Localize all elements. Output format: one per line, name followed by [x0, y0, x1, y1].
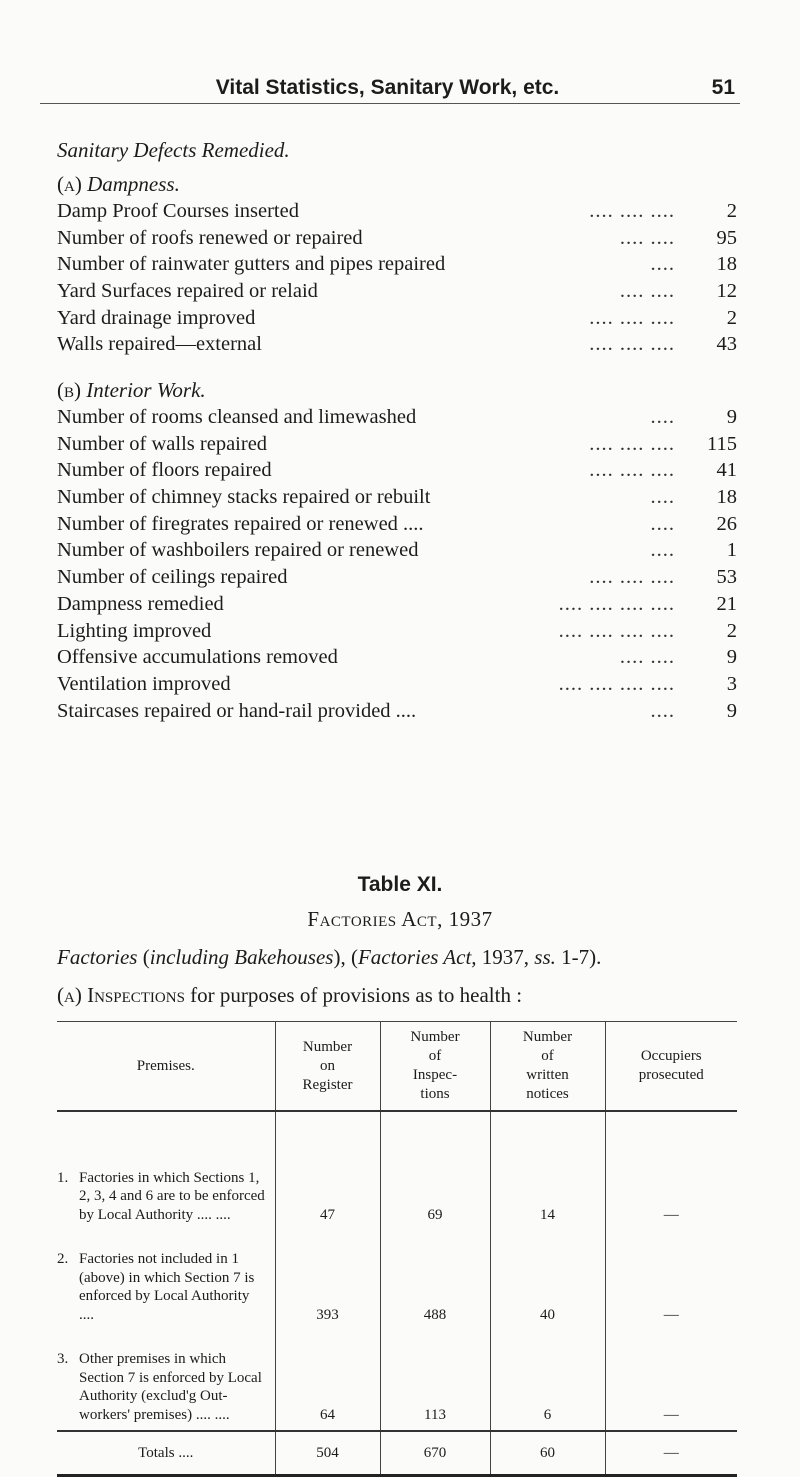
leader-dots: .... .... .... [589, 459, 675, 482]
header-line: prosecuted [638, 1067, 704, 1083]
item-label: Number of washboilers repaired or renewed [57, 539, 419, 562]
item-label: Number of chimney stacks repaired or rebuilt [57, 486, 431, 509]
item-value: 53 [716, 566, 737, 589]
list-item [57, 253, 737, 280]
list-item [57, 673, 737, 700]
item-value: 18 [716, 486, 737, 509]
item-value: 21 [716, 592, 737, 615]
leader-dots: .... .... [619, 280, 675, 303]
item-label: Number of ceilings repaired [57, 566, 288, 589]
leader-dots: .... .... .... [589, 200, 675, 222]
header-premises: Premises. [136, 1057, 195, 1074]
table-header-row [57, 1022, 737, 1112]
interior-heading [57, 378, 206, 403]
item-value: 1 [726, 539, 737, 562]
list-item [57, 227, 737, 254]
list-item [57, 700, 737, 727]
row-number: 3. [57, 1351, 69, 1367]
item-label: Ventilation improved [57, 672, 231, 695]
factories-line-part: 1-7). [561, 945, 602, 969]
notices-cell: 6 [490, 1330, 605, 1431]
item-label: Yard Surfaces repaired or relaid [57, 280, 318, 303]
prosecuted-cell: — [605, 1230, 737, 1330]
leader-dots: .... .... .... [589, 566, 675, 589]
item-label: Number of rooms cleansed and limewashed [57, 406, 417, 428]
header-line: Register [302, 1076, 353, 1093]
leader-dots: .... .... .... [589, 306, 675, 329]
leader-dots: .... .... .... [589, 432, 675, 455]
item-label: Damp Proof Courses inserted [57, 200, 299, 222]
leader-dots: .... .... .... .... [558, 672, 675, 695]
header-rule [40, 103, 740, 104]
item-value: 26 [716, 512, 737, 535]
item-label: Number of walls repaired [57, 432, 268, 455]
item-value: 3 [726, 672, 737, 695]
premises-text: Other premises in which Section 7 is enforced by Local Authority (exclud'g Out-workers' premises) .... .... [79, 1351, 262, 1423]
interior-prefix: (b) [57, 378, 81, 402]
list-item [57, 593, 737, 620]
item-label: Number of firegrates repaired or renewed .... [57, 512, 424, 535]
interior-title: Interior Work. [86, 378, 206, 402]
item-value: 41 [716, 459, 737, 482]
dampness-title: Dampness. [87, 172, 180, 196]
row-number: 2. [57, 1251, 69, 1267]
section-title: Sanitary Defects Remedied. [57, 138, 290, 162]
item-value: 95 [716, 226, 737, 249]
list-item [57, 486, 737, 513]
totals-label: Totals .... [138, 1444, 194, 1461]
page-header [40, 76, 735, 106]
totals-row [57, 1431, 737, 1476]
factories-line [57, 945, 601, 970]
header-notices [490, 1022, 605, 1112]
item-value: 9 [726, 699, 737, 722]
leader-dots: .... [650, 539, 675, 562]
item-value: 18 [716, 253, 737, 276]
header-line: Inspec- [412, 1067, 458, 1083]
item-value: 2 [726, 619, 737, 642]
list-item [57, 433, 737, 460]
factories-table [57, 1021, 737, 1477]
leader-dots: .... .... .... .... [558, 592, 675, 615]
leader-dots: .... .... [619, 646, 675, 669]
factories-line-part: including Bakehouses [149, 945, 334, 969]
inspections-cell: 69 [380, 1111, 490, 1230]
item-label: Dampness remedied [57, 592, 224, 615]
header-line: Occupiers [640, 1048, 702, 1064]
factories-line-part: ( [142, 945, 150, 969]
leader-dots: .... [650, 406, 675, 428]
register-cell: 393 [275, 1230, 380, 1330]
factories-line-part: 1937, [481, 945, 535, 969]
list-item [57, 200, 737, 227]
page-number: 51 [711, 76, 735, 99]
list-item [57, 566, 737, 593]
leader-dots: .... .... .... .... [558, 619, 675, 642]
list-item [57, 539, 737, 566]
list-item [57, 459, 737, 486]
list-item [57, 620, 737, 647]
leader-dots: .... [650, 486, 675, 509]
list-item [57, 333, 737, 360]
premises-cell [57, 1230, 275, 1330]
factories-line-part: Factories Act, [357, 945, 482, 969]
header-line: written [526, 1067, 569, 1083]
row-number: 1. [57, 1169, 69, 1186]
header-line: Number [302, 1038, 353, 1055]
premises-cell [57, 1330, 275, 1431]
item-value: 12 [716, 280, 737, 303]
item-label: Number of roofs renewed or repaired [57, 226, 363, 249]
leader-dots: .... [650, 699, 675, 722]
leader-dots: .... [650, 253, 675, 276]
leader-dots: .... .... .... [589, 333, 675, 356]
dampness-prefix: (a) [57, 172, 82, 196]
item-value: 9 [726, 406, 737, 428]
dampness-list [57, 200, 737, 360]
totals-prosecuted: — [605, 1431, 737, 1476]
factories-line-part: ), ( [333, 945, 358, 969]
running-title: Vital Statistics, Sanitary Work, etc. [215, 76, 560, 99]
list-item [57, 280, 737, 307]
header-line: notices [526, 1086, 569, 1102]
item-label: Offensive accumulations removed [57, 646, 338, 669]
table-row [57, 1330, 737, 1431]
item-value: 9 [726, 646, 737, 669]
inspections-caps: Inspections [87, 983, 185, 1007]
inspections-rest: for purposes of provisions as to health : [184, 983, 523, 1007]
item-label: Number of floors repaired [57, 459, 272, 482]
item-label: Lighting improved [57, 619, 212, 642]
item-label: Number of rainwater gutters and pipes repaired [57, 253, 446, 276]
totals-notices: 60 [490, 1431, 605, 1476]
item-value: 115 [707, 432, 737, 455]
list-item [57, 646, 737, 673]
header-line: of [428, 1048, 442, 1064]
header-line: tions [420, 1086, 450, 1102]
header-line: Number [522, 1029, 573, 1045]
header-register [275, 1022, 380, 1112]
item-label: Yard drainage improved [57, 306, 256, 329]
inspections-cell: 488 [380, 1230, 490, 1330]
premises-text: Factories not included in 1 (above) in which Section 7 is enforced by Local Authority .... [79, 1251, 255, 1323]
dampness-heading [57, 172, 180, 197]
header-inspections [380, 1022, 490, 1112]
act-title: Factories Act, 1937 [307, 907, 493, 931]
list-item [57, 406, 737, 433]
item-label: Staircases repaired or hand-rail provided .... [57, 699, 417, 722]
totals-inspections: 670 [380, 1431, 490, 1476]
factories-line-part: ss. [534, 945, 562, 969]
totals-register: 504 [275, 1431, 380, 1476]
header-line: on [320, 1057, 335, 1074]
list-item [57, 307, 737, 334]
table-row [57, 1111, 737, 1230]
premises-cell [57, 1111, 275, 1230]
inspections-cell: 113 [380, 1330, 490, 1431]
table-title: Table XI. [357, 873, 443, 896]
prosecuted-cell: — [605, 1111, 737, 1230]
header-line: Number [410, 1029, 460, 1045]
leader-dots: .... .... [619, 226, 675, 249]
premises-text: Factories in which Sections 1, 2, 3, 4 and 6 are to be enforced by Local Authority .... .... [79, 1169, 265, 1223]
notices-cell: 14 [490, 1111, 605, 1230]
item-value: 43 [716, 333, 737, 356]
inspections-line [57, 983, 522, 1008]
notices-cell: 40 [490, 1230, 605, 1330]
item-value: 2 [726, 200, 737, 222]
prosecuted-cell: — [605, 1330, 737, 1431]
factories-line-part: Factories [57, 945, 143, 969]
inspections-prefix: (a) [57, 983, 88, 1007]
register-cell: 47 [275, 1111, 380, 1230]
interior-list [57, 406, 737, 726]
register-cell: 64 [275, 1330, 380, 1431]
item-label: Walls repaired—external [57, 333, 262, 356]
header-prosecuted [605, 1022, 737, 1112]
header-line: of [541, 1048, 554, 1064]
list-item [57, 513, 737, 540]
leader-dots: .... [650, 512, 675, 535]
table-row [57, 1230, 737, 1330]
item-value: 2 [726, 306, 737, 329]
